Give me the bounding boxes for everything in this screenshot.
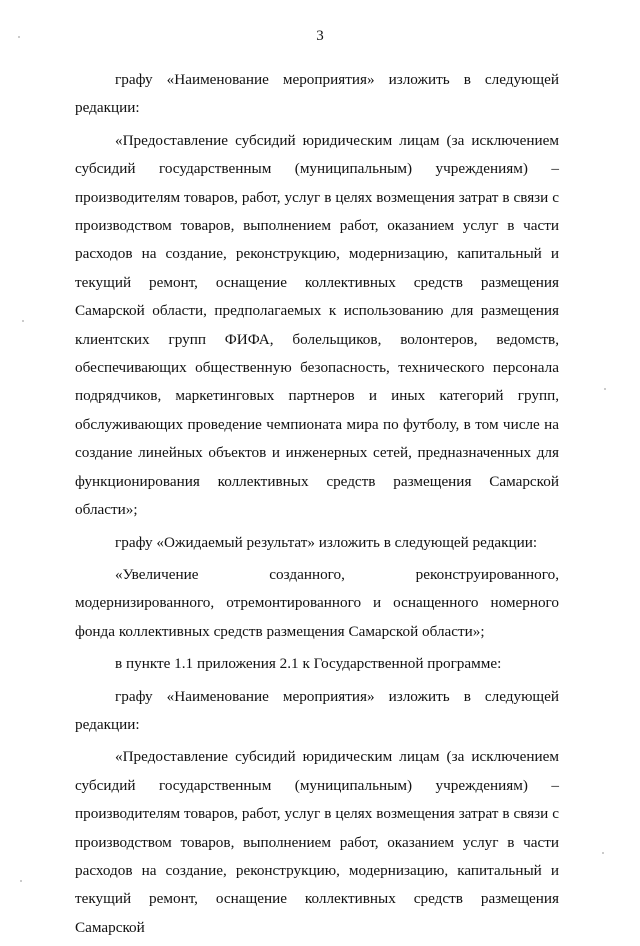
- paragraph: «Предоставление субсидий юридическим лицам (за исключением субсидий государственным (муниципальным) учреждениям) – производителям товаров, работ, услуг в целях возмещения затрат в связи с производством товаров, выполнением работ, оказанием услуг в части расходов на создание, реконструкцию, модернизацию, капитальный и текущий ремонт, оснащение коллективных средств размещения Самарской области, предполагаемых к использованию для размещения клиентских групп ФИФА, болельщиков, волонтеров, ведомств, обеспечивающих общественную безопасность, технического персонала подрядчиков, маркетинговых партнеров и иных категорий групп, обслуживающих проведение чемпионата мира по футболу, в том числе на создание линейных объектов и инженерных сетей, предназначенных для функционирования коллективных средств размещения Самарской области»;: [75, 131, 559, 519]
- scan-speck: [604, 388, 606, 390]
- paragraph: графу «Наименование мероприятия» изложить в следующей редакции:: [75, 71, 559, 117]
- paragraph: в пункте 1.1 приложения 2.1 к Государственной программе:: [115, 655, 502, 673]
- document-body: [75, 66, 559, 946]
- scan-speck: [22, 320, 24, 322]
- paragraph: графу «Наименование мероприятия» изложить в следующей редакции:: [75, 687, 559, 733]
- scan-speck: [20, 880, 22, 882]
- scan-speck: [602, 852, 604, 854]
- paragraph: «Предоставление субсидий юридическим лицам (за исключением субсидий государственным (муниципальным) учреждениям) – производителям товаров, работ, услуг в целях возмещения затрат в связи с производством товаров, выполнением работ, оказанием услуг в части расходов на создание, реконструкцию, модернизацию, капитальный и текущий ремонт, оснащение коллективных средств размещения Самарской: [75, 748, 559, 936]
- paragraph: графу «Ожидаемый результат» изложить в следующей редакции:: [115, 533, 538, 551]
- page-number: 3: [316, 28, 324, 44]
- paragraph: «Увеличение созданного, реконструированного, модернизированного, отремонтированного и оснащенного номерного фонда коллективных средств размещения Самарской области»;: [75, 565, 559, 640]
- scan-speck: [18, 36, 20, 38]
